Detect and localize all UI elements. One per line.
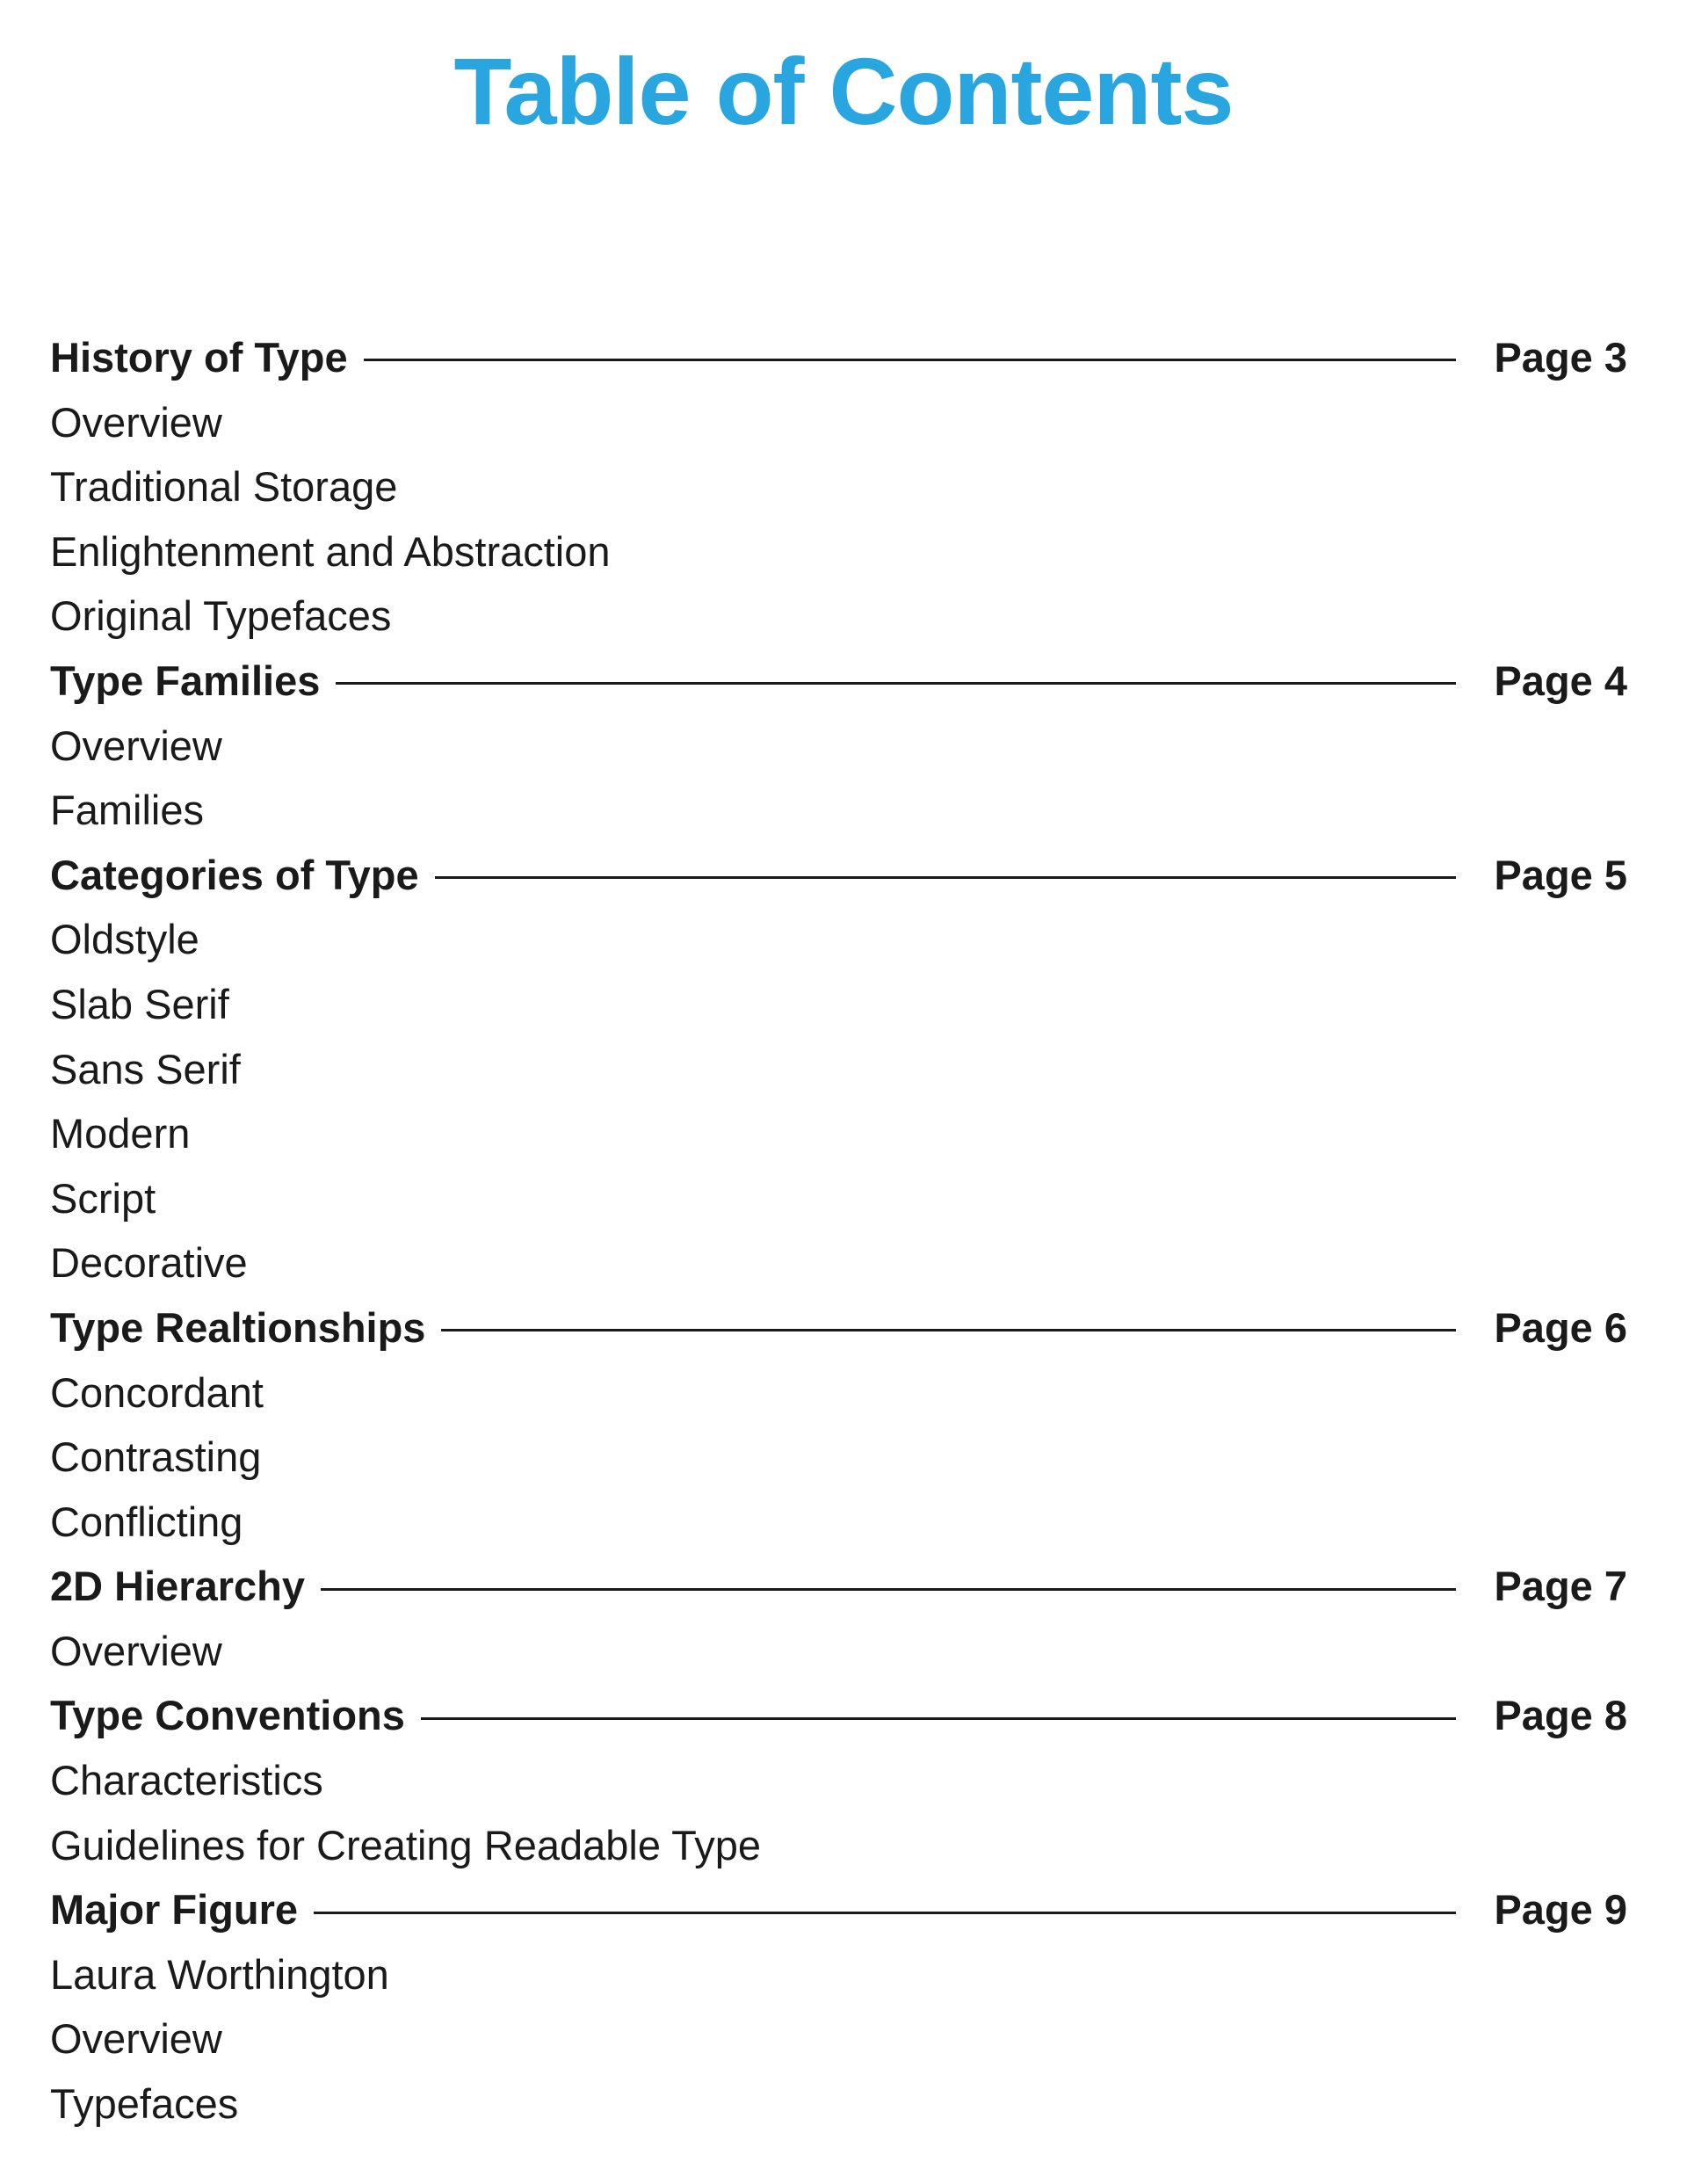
toc-subitem[interactable]: Enlightenment and Abstraction [50,527,611,575]
toc-section-row[interactable] [50,843,1627,908]
toc-subitem[interactable]: Slab Serif [50,980,229,1027]
leader-line [441,1329,1456,1331]
toc-section-title: Categories of Type [50,851,419,898]
toc-subitem[interactable]: Original Typefaces [50,592,392,640]
toc-section-row[interactable] [50,325,1627,390]
toc-section-row[interactable] [50,1554,1627,1619]
toc-page-number: Page 7 [1494,1563,1627,1610]
toc-subitem[interactable]: Oldstyle [50,916,199,963]
toc-page-number: Page 9 [1494,1886,1627,1934]
toc-page-number: Page 3 [1494,334,1627,381]
leader-line [364,359,1456,361]
toc-section-title: Major Figure [50,1886,299,1934]
toc-section-row[interactable] [50,1683,1627,1748]
leader-line [314,1912,1456,1914]
toc-section-title: Type Realtionships [50,1303,426,1351]
toc-subitem[interactable]: Guidelines for Creating Readable Type [50,1821,762,1868]
toc-subitem[interactable]: Overview [50,722,222,769]
leader-line [421,1717,1456,1720]
toc-subitem[interactable]: Characteristics [50,1757,323,1804]
toc-subitem[interactable]: Decorative [50,1239,248,1287]
leader-line [321,1588,1456,1591]
toc-subitem[interactable]: Concordant [50,1368,264,1416]
toc-subitem[interactable]: Contrasting [50,1433,262,1481]
toc-page-number: Page 6 [1494,1303,1627,1351]
toc-page-number: Page 8 [1494,1692,1627,1739]
toc-page-number: Page 5 [1494,851,1627,898]
toc-subitem[interactable]: Script [50,1174,156,1222]
leader-line [435,876,1456,879]
toc-subitem[interactable]: Families [50,787,204,834]
toc-subitem[interactable]: Sans Serif [50,1045,241,1092]
page-title: Table of Contents [453,38,1234,144]
toc-section-title: History of Type [50,334,348,381]
toc-subitem[interactable]: Conflicting [50,1498,243,1545]
toc-section-row[interactable] [50,649,1627,714]
toc-subitem[interactable]: Overview [50,2015,222,2063]
toc-page-number: Page 4 [1494,657,1627,704]
table-of-contents [50,325,1627,2137]
toc-section-title: Type Conventions [50,1692,405,1739]
toc-section-row[interactable] [50,1877,1627,1942]
toc-subitem[interactable]: Traditional Storage [50,463,398,511]
toc-section-title: Type Families [50,657,321,704]
toc-section-title: 2D Hierarchy [50,1563,305,1610]
toc-subitem[interactable]: Overview [50,1627,222,1674]
toc-section-row[interactable] [50,1295,1627,1360]
toc-subitem[interactable]: Typefaces [50,2080,239,2128]
toc-subitem[interactable]: Overview [50,398,222,446]
toc-subitem[interactable]: Modern [50,1110,191,1157]
leader-line [336,682,1456,685]
toc-subitem[interactable]: Laura Worthington [50,1950,389,1998]
